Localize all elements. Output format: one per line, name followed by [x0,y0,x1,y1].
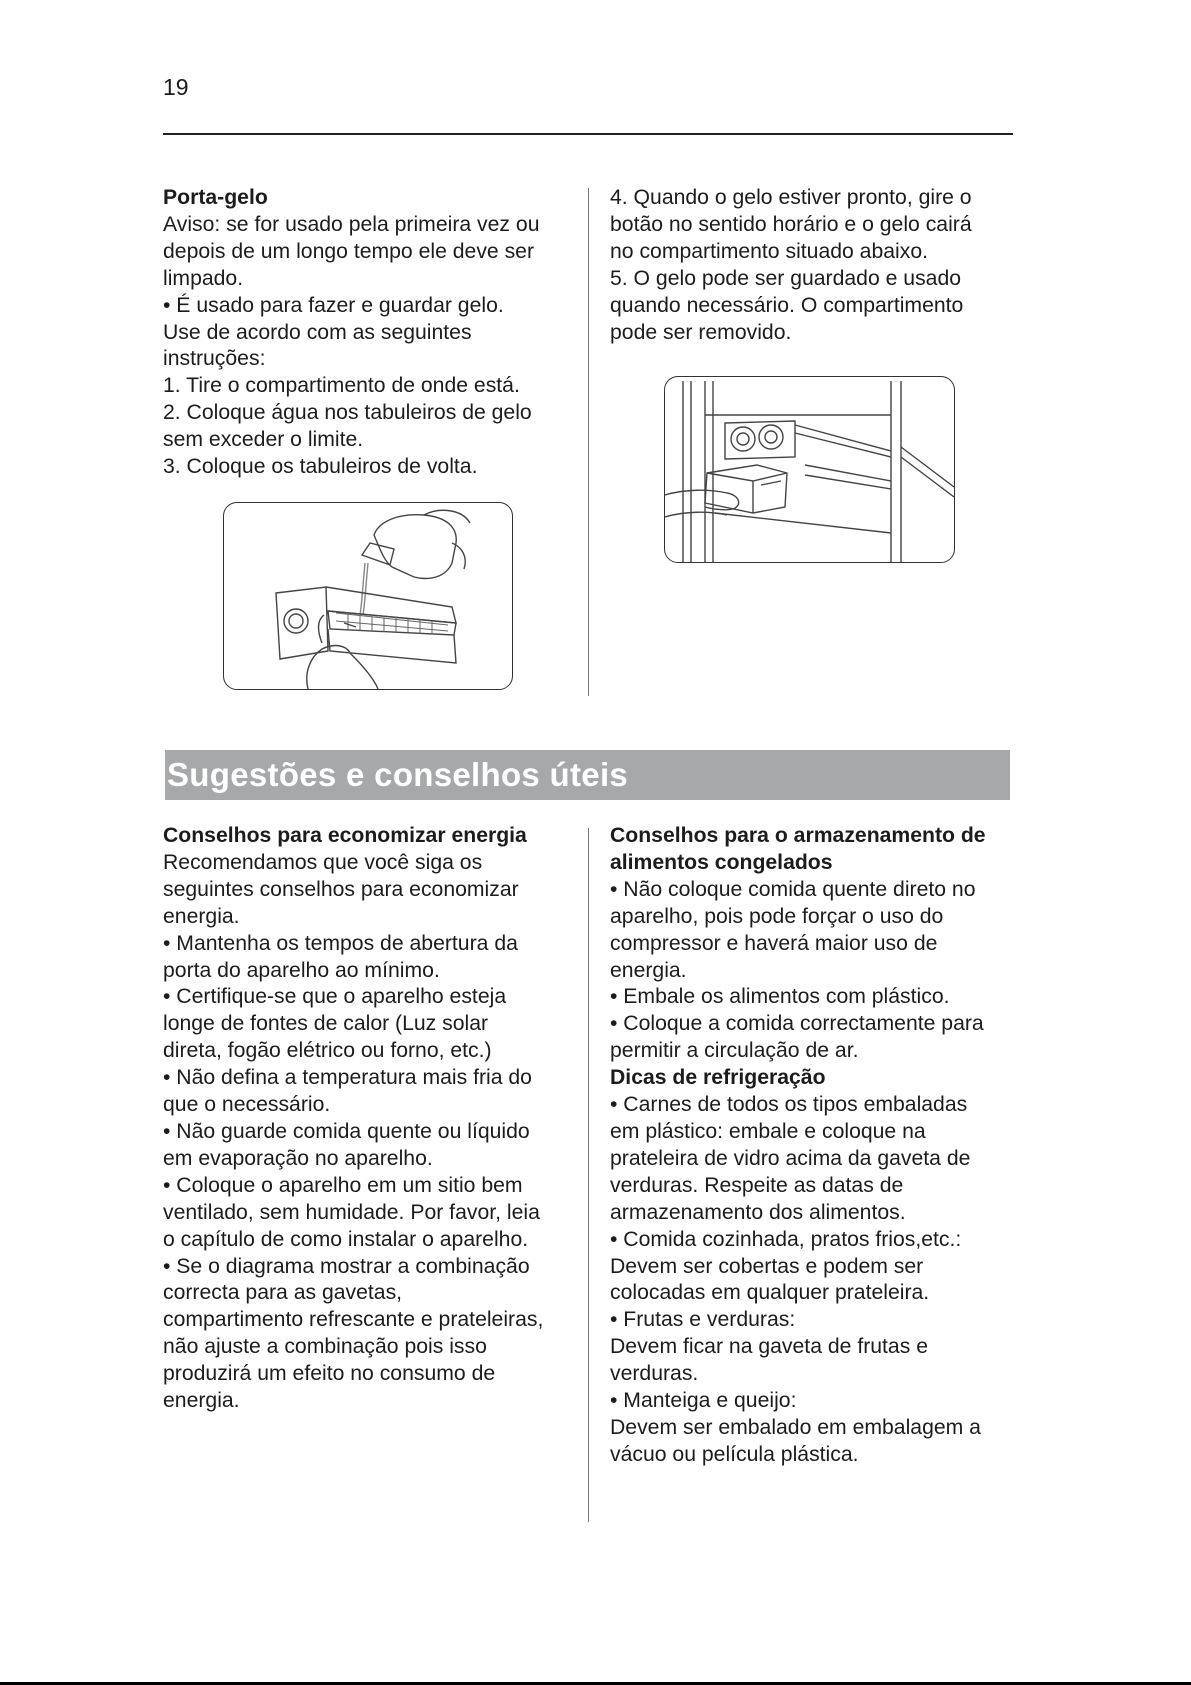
ice-tray-filling-drawing [224,503,512,689]
heading-line: Conselhos para economizar energia [163,824,527,847]
header-rule [163,133,1013,135]
text-line: Devem ser embalado em embalagem a [610,1415,981,1439]
column-divider-top [588,188,589,696]
text-line: • Certifique-se que o aparelho esteja [163,985,507,1009]
column-divider-bottom [588,828,589,1522]
text-line: produzirá um efeito no consumo de [163,1362,496,1386]
ice-maker-left-column [163,185,583,481]
text-line: o capítulo de como instalar o aparelho. [163,1227,529,1251]
text-line: 2. Coloque água nos tabuleiros de gelo [163,401,532,425]
text-line: botão no sentido horário e o gelo cairá [610,212,972,236]
text-line: limpado. [163,266,244,290]
section-title: Sugestões e conselhos úteis [167,756,629,793]
text-line: armazenamento dos alimentos. [610,1200,906,1224]
text-line: Use de acordo com as seguintes [163,320,472,344]
text-line: permitir a circulação de ar. [610,1039,859,1063]
text-line: • Não coloque comida quente direto no [610,877,976,901]
storage-tips-column [610,823,1015,1469]
energy-tips-column [163,823,583,1415]
text-line: • Embale os alimentos com plástico. [610,985,950,1009]
text-line: 1. Tire o compartimento de onde está. [163,374,520,398]
ice-tray-filling-illustration [223,502,513,690]
text-line: prateleira de vidro acima da gaveta de [610,1146,971,1170]
text-line: aparelho, pois pode forçar o uso do [610,904,944,928]
text-line: vácuo ou película plástica. [610,1442,859,1466]
text-line: em evaporação no aparelho. [163,1146,433,1170]
text-line: pode ser removido. [610,320,792,344]
text-line: • Frutas e verduras: [610,1308,796,1332]
text-line: colocadas em qualquer prateleira. [610,1281,930,1305]
text-line: em plástico: embale e coloque na [610,1119,926,1143]
text-line: depois de um longo tempo ele deve ser [163,239,535,263]
text-line: Recomendamos que você siga os [163,850,483,874]
text-line: • Mantenha os tempos de abertura da [163,931,518,955]
text-line: que o necessário. [163,1093,331,1117]
ice-compartment-removal-illustration [664,376,955,563]
ice-maker-right-column [610,185,1015,346]
text-line: compressor e haverá maior uso de [610,931,938,955]
text-line: compartimento refrescante e prateleiras, [163,1308,544,1332]
text-line: quando necessário. O compartimento [610,293,964,317]
text-line: seguintes conselhos para economizar [163,877,519,901]
text-line: no compartimento situado abaixo. [610,239,928,263]
heading-line: Porta-gelo [163,186,268,209]
text-line: energia. [163,904,240,928]
text-line: porta do aparelho ao mínimo. [163,958,440,982]
text-line: correcta para as gavetas, [163,1281,403,1305]
heading-line: Dicas de refrigeração [610,1066,826,1090]
heading-line: Conselhos para o armazenamento de [610,824,986,847]
section-band [165,750,1010,800]
text-line: • Comida cozinhada, pratos frios,etc.: [610,1227,962,1251]
text-line: • Coloque o aparelho em um sitio bem [163,1173,523,1197]
text-line: energia. [610,958,687,982]
text-line: energia. [163,1389,240,1413]
text-line: 3. Coloque os tabuleiros de volta. [163,455,478,479]
text-line: longe de fontes de calor (Luz solar [163,1012,489,1036]
text-line: 5. O gelo pode ser guardado e usado [610,266,962,290]
text-line: • É usado para fazer e guardar gelo. [163,293,504,317]
text-line: • Manteiga e queijo: [610,1389,797,1413]
text-line: Devem ser cobertas e podem ser [610,1254,924,1278]
text-line: • Coloque a comida correctamente para [610,1012,984,1036]
text-line: • Se o diagrama mostrar a combinação [163,1254,530,1278]
text-line: Devem ficar na gaveta de frutas e [610,1335,928,1359]
text-line: verduras. [610,1362,699,1386]
text-line: instruções: [163,347,266,371]
text-line: • Carnes de todos os tipos embaladas [610,1093,968,1117]
text-line: sem exceder o limite. [163,428,364,452]
ice-compartment-removal-drawing [665,377,954,562]
text-line: ventilado, sem humidade. Por favor, leia [163,1200,540,1224]
text-line: • Não guarde comida quente ou líquido [163,1119,530,1143]
text-line: Aviso: se for usado pela primeira vez ou [163,212,540,236]
text-line: • Não defina a temperatura mais fria do [163,1066,532,1090]
text-line: verduras. Respeite as datas de [610,1173,904,1197]
text-line: direta, fogão elétrico ou forno, etc.) [163,1039,492,1063]
page-number: 19 [163,74,189,100]
heading-line: alimentos congelados [610,850,833,874]
text-line: não ajuste a combinação pois isso [163,1335,487,1359]
text-line: 4. Quando o gelo estiver pronto, gire o [610,186,972,209]
